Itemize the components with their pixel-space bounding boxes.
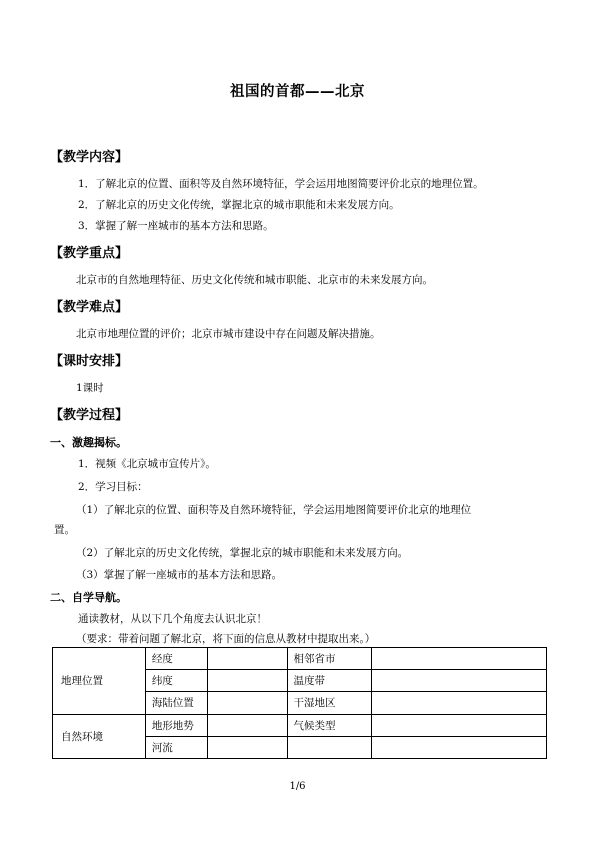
- process-part1-item-1: 1．视频《北京城市宣传片》。: [78, 458, 216, 470]
- table-cell-blank[interactable]: [207, 648, 287, 670]
- table-cell-blank[interactable]: [207, 714, 287, 736]
- content-item-1: 1．了解北京的位置、面积等及自然环境特征，学会运用地图简要评价北京的地理位置。: [78, 178, 484, 190]
- table-row: [53, 714, 547, 736]
- heading-teaching-process: 【教学过程】: [50, 408, 129, 423]
- goal-2: （2）了解北京的历史文化传统，掌握北京的城市职能和未来发展方向。: [76, 547, 409, 559]
- table-cell-blank[interactable]: [207, 670, 287, 692]
- table-cell-blank[interactable]: [372, 692, 547, 714]
- page-number: 1/6: [289, 781, 306, 792]
- heading-schedule: 【课时安排】: [50, 354, 129, 369]
- table-cell-blank[interactable]: [372, 648, 547, 670]
- heading-key-points: 【教学重点】: [50, 246, 129, 261]
- table-category-nature: 自然环境: [53, 714, 146, 758]
- table-cell: 地形地势: [145, 714, 207, 736]
- key-points-text: 北京市的自然地理特征、历史文化传统和城市职能、北京市的未来发展方向。: [76, 274, 433, 286]
- heading-difficult-points: 【教学难点】: [50, 300, 129, 315]
- table-cell: 相邻省市: [287, 648, 372, 670]
- heading-teaching-content: 【教学内容】: [50, 150, 129, 165]
- table-cell: 干湿地区: [287, 692, 372, 714]
- schedule-text: 1课时: [76, 382, 104, 394]
- table-cell: 气候类型: [287, 714, 372, 736]
- table-cell-blank[interactable]: [207, 692, 287, 714]
- table-row: [53, 648, 547, 670]
- process-part2-title: 二、自学导航。: [50, 591, 127, 604]
- goal-1-line-b: 置。: [54, 524, 75, 536]
- table-cell-blank[interactable]: [207, 736, 287, 758]
- process-part1-item-2: 2．学习目标：: [78, 481, 148, 493]
- content-item-2: 2．了解北京的历史文化传统，掌握北京的城市职能和未来发展方向。: [78, 199, 400, 211]
- difficult-points-text: 北京市地理位置的评价；北京市城市建设中存在问题及解决措施。: [76, 328, 381, 340]
- table-cell-blank[interactable]: [287, 736, 372, 758]
- info-table: [52, 647, 547, 759]
- goal-3: （3）掌握了解一座城市的基本方法和思路。: [76, 569, 283, 581]
- table-cell: 河流: [145, 736, 207, 758]
- table-category-geo: 地理位置: [53, 648, 146, 715]
- table-cell-blank[interactable]: [372, 736, 547, 758]
- process-part1-title: 一、激趣揭标。: [50, 436, 127, 449]
- table-cell: 海陆位置: [145, 692, 207, 714]
- table-cell: 纬度: [145, 670, 207, 692]
- process-part2-requirement: （要求：带着问题了解北京，将下面的信息从教材中提取出来。）: [76, 633, 376, 645]
- table-cell: 经度: [145, 648, 207, 670]
- table-cell: 温度带: [287, 670, 372, 692]
- goal-1-line-a: （1）了解北京的位置、面积等及自然环境特征，学会运用地图简要评价北京的地理位: [76, 504, 472, 516]
- page-title: 祖国的首都——北京: [230, 84, 365, 100]
- table-cell-blank[interactable]: [372, 670, 547, 692]
- process-part2-intro: 通读教材，从以下几个角度去认识北京！: [78, 613, 267, 625]
- table-cell-blank[interactable]: [372, 714, 547, 736]
- content-item-3: 3．掌握了解一座城市的基本方法和思路。: [78, 220, 274, 232]
